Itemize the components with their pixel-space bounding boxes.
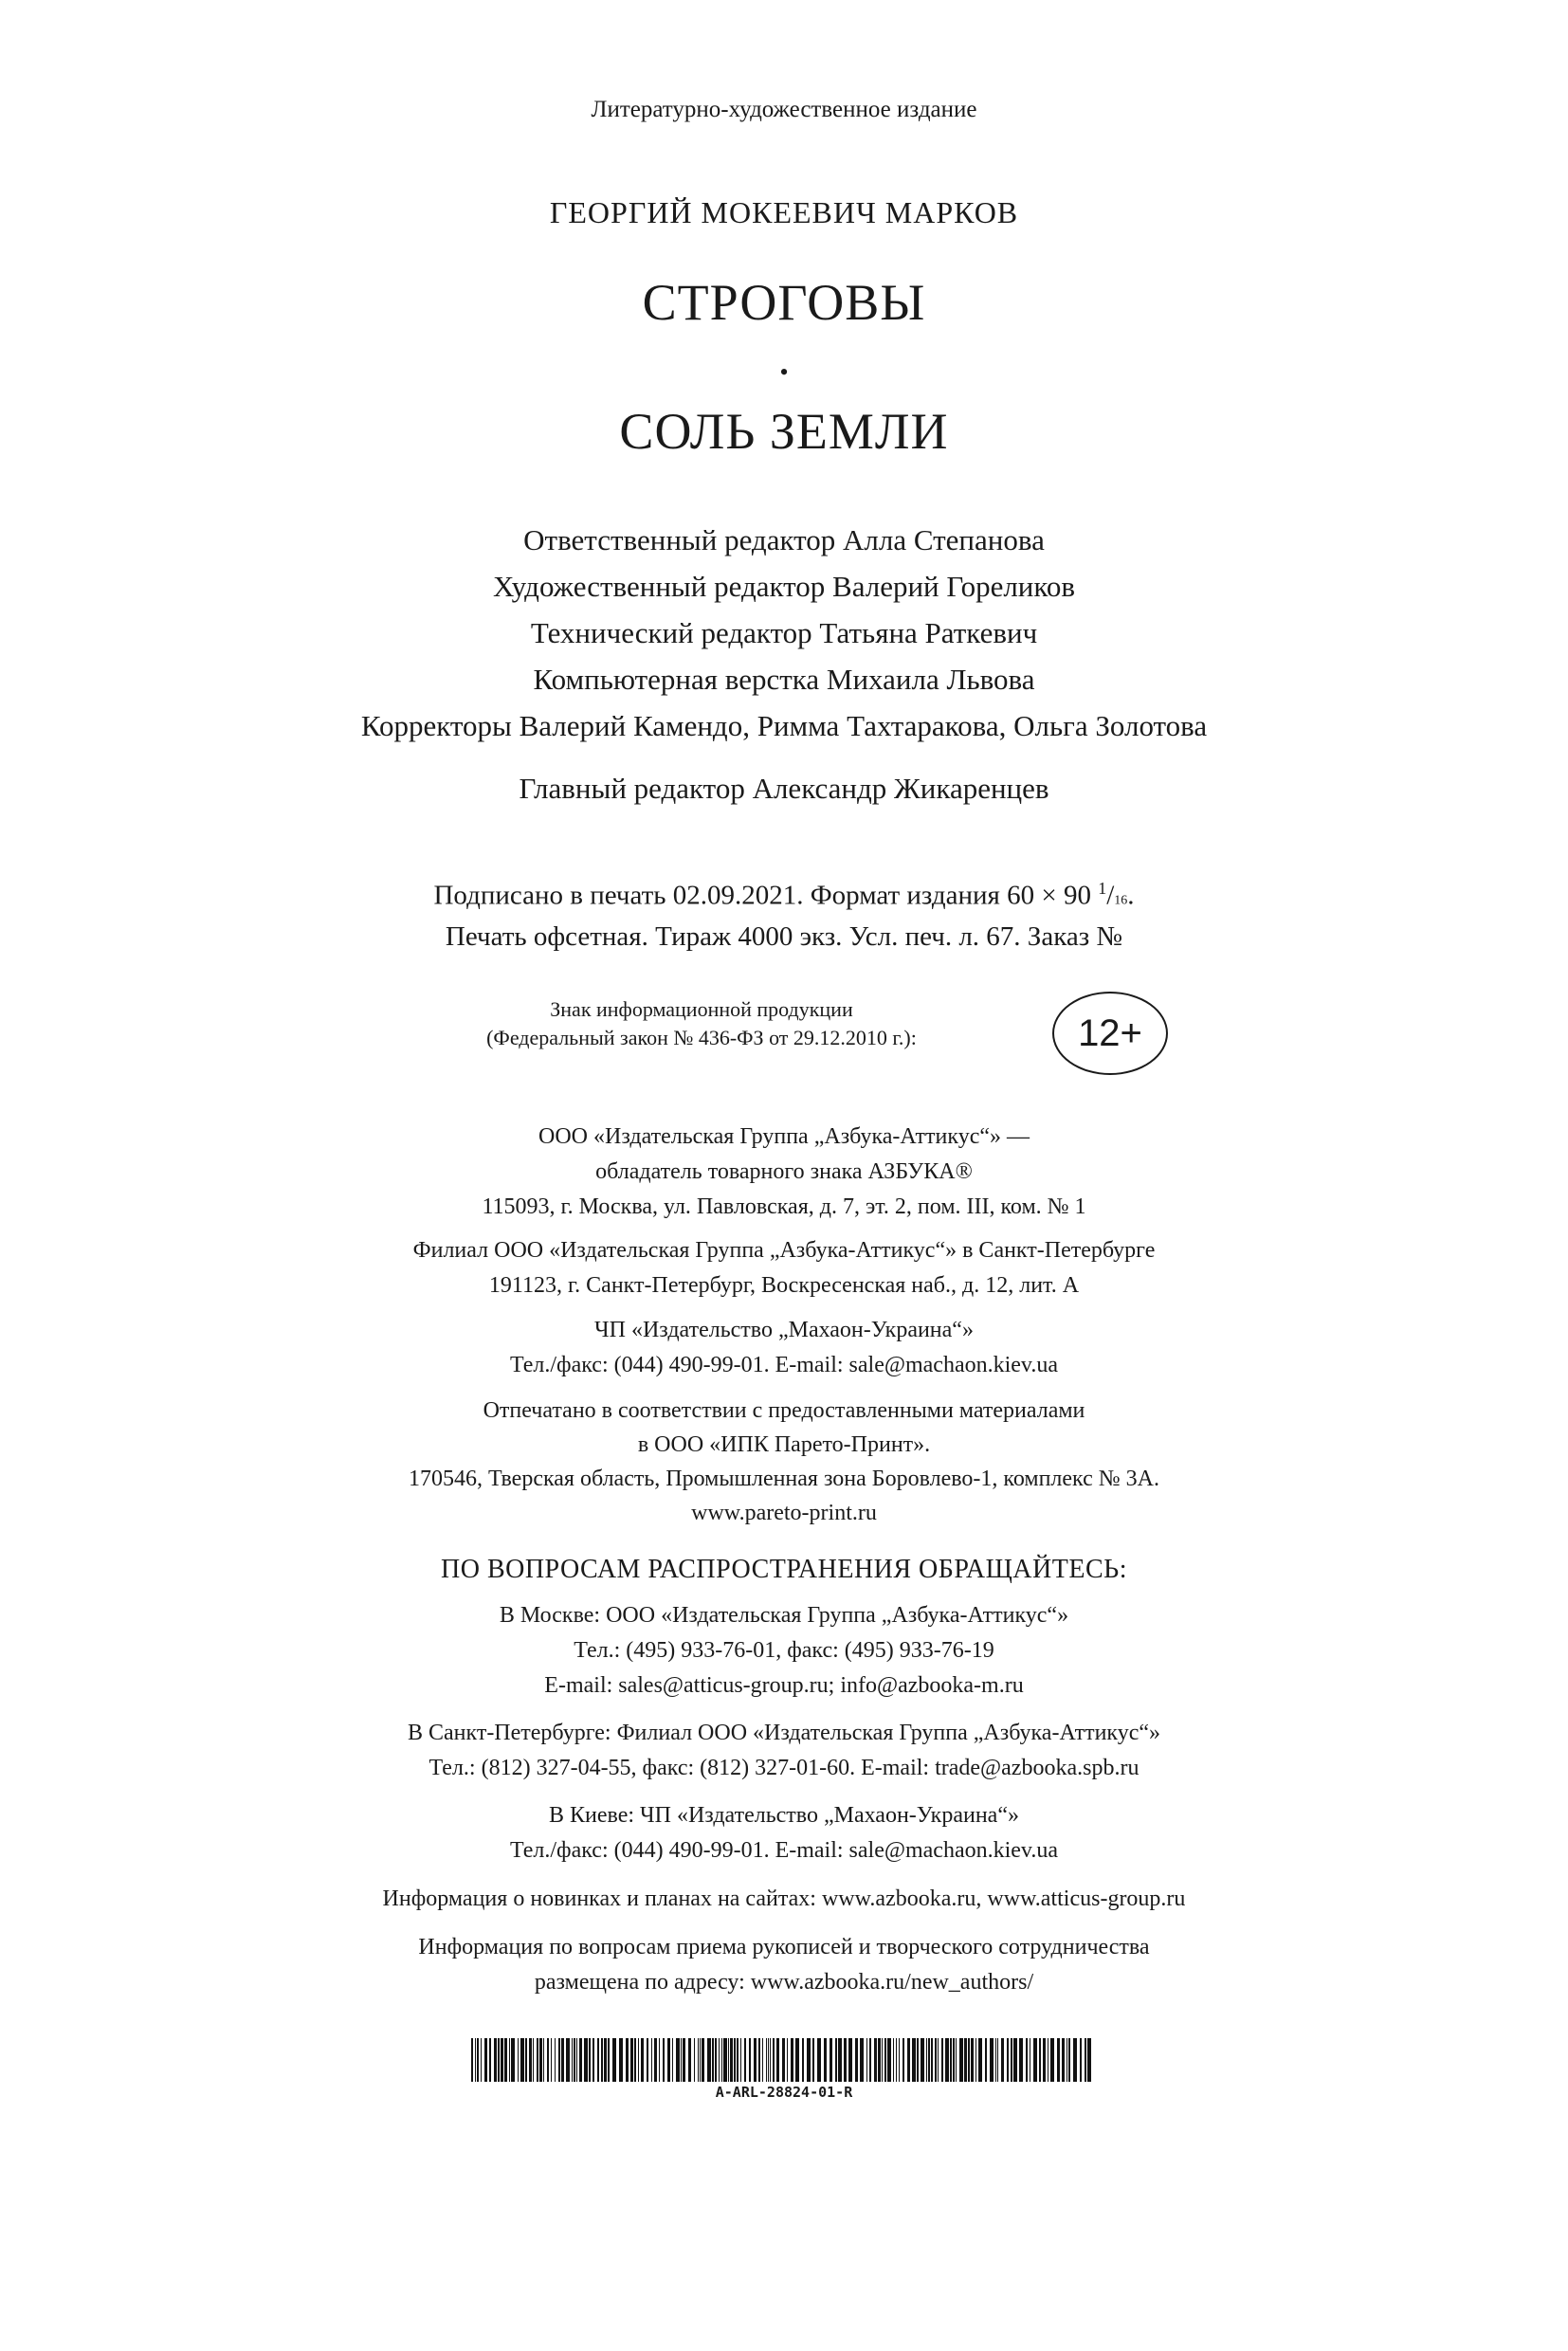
barcode-bar bbox=[899, 2038, 900, 2082]
barcode-bar bbox=[812, 2038, 814, 2082]
barcode-bar bbox=[715, 2038, 717, 2082]
barcode-bar bbox=[1050, 2038, 1054, 2082]
moscow-distributor: В Москве: ООО «Издательская Группа „Азбука-Аттикус“» bbox=[499, 1603, 1069, 1628]
staff-layout: Компьютерная верстка Михаила Львова bbox=[533, 663, 1035, 696]
barcode-bar bbox=[931, 2038, 933, 2082]
spb-contacts: Тел.: (812) 327-04-55, факс: (812) 327-01-60. E-mail: trade@azbooka.spb.ru bbox=[428, 1756, 1140, 1780]
barcode bbox=[471, 2038, 1097, 2082]
barcode-bar bbox=[921, 2038, 924, 2082]
barcode-bar bbox=[477, 2038, 479, 2082]
barcode-bar bbox=[579, 2038, 582, 2082]
book-title-second: СОЛЬ ЗЕМЛИ bbox=[619, 403, 949, 460]
barcode-bar bbox=[830, 2038, 832, 2082]
ukraine-contacts: Тел./факс: (044) 490-99-01. E-mail: sale@machaon.kiev.ua bbox=[509, 1353, 1059, 1377]
barcode-bar bbox=[1019, 2038, 1023, 2082]
barcode-bar bbox=[647, 2038, 648, 2082]
barcode-bar bbox=[601, 2038, 603, 2082]
author-name: ГЕОРГИЙ МОКЕЕВИЧ МАРКОВ bbox=[549, 195, 1019, 229]
printer-line: Отпечатано в соответствии с предоставленными материалами bbox=[483, 1398, 1085, 1423]
barcode-bar bbox=[935, 2038, 937, 2082]
barcode-bar bbox=[782, 2038, 785, 2082]
barcode-bar bbox=[878, 2038, 881, 2082]
barcode-bar bbox=[995, 2038, 996, 2082]
barcode-bar bbox=[630, 2038, 633, 2082]
staff-responsible-editor: Ответственный редактор Алла Степанова bbox=[523, 523, 1045, 556]
barcode-bar bbox=[950, 2038, 952, 2082]
barcode-bar bbox=[608, 2038, 610, 2082]
barcode-bar bbox=[654, 2038, 657, 2082]
barcode-bar bbox=[1039, 2038, 1041, 2082]
barcode-bar bbox=[758, 2038, 760, 2082]
barcode-bar bbox=[537, 2038, 538, 2082]
manuscripts-info-line1: Информация по вопросам приема рукописей и творческого сотрудничества bbox=[418, 1935, 1150, 1959]
barcode-bar bbox=[1013, 2038, 1017, 2082]
distribution-heading: ПО ВОПРОСАМ РАСПРОСТРАНЕНИЯ ОБРАЩАЙТЕСЬ: bbox=[441, 1555, 1127, 1584]
barcode-bar bbox=[740, 2038, 741, 2082]
barcode-bar bbox=[985, 2038, 987, 2082]
barcode-bar bbox=[698, 2038, 699, 2082]
barcode-bar bbox=[529, 2038, 532, 2082]
barcode-bar bbox=[612, 2038, 616, 2082]
websites-info: Информация о новинках и планах на сайтах: www.azbooka.ru, www.atticus-group.ru bbox=[382, 1886, 1186, 1911]
spb-branch-address: 191123, г. Санкт-Петербург, Воскресенская наб., д. 12, лит. А bbox=[488, 1273, 1080, 1298]
title-separator: • bbox=[779, 358, 789, 386]
barcode-bar bbox=[672, 2038, 673, 2082]
barcode-bar bbox=[768, 2038, 769, 2082]
moscow-email: E-mail: sales@atticus-group.ru; info@azbooka-m.ru bbox=[544, 1673, 1024, 1698]
kiev-distributor: В Киеве: ЧП «Издательство „Махаон-Украина“» bbox=[549, 1803, 1019, 1828]
barcode-bar bbox=[802, 2038, 804, 2082]
barcode-bar bbox=[997, 2038, 998, 2082]
barcode-bar bbox=[555, 2038, 556, 2082]
barcode-bar bbox=[667, 2038, 670, 2082]
barcode-bar bbox=[728, 2038, 729, 2082]
barcode-bar bbox=[730, 2038, 733, 2082]
barcode-bar bbox=[539, 2038, 542, 2082]
barcode-bar bbox=[494, 2038, 497, 2082]
barcode-bar bbox=[533, 2038, 534, 2082]
barcode-bar bbox=[884, 2038, 886, 2082]
barcode-bar bbox=[928, 2038, 930, 2082]
barcode-bar bbox=[589, 2038, 591, 2082]
barcode-bar bbox=[882, 2038, 883, 2082]
barcode-bar bbox=[663, 2038, 665, 2082]
barcode-bar bbox=[1068, 2038, 1070, 2082]
print-info-line2: Печать офсетная. Тираж 4000 экз. Усл. печ. л. 67. Заказ № bbox=[445, 921, 1123, 952]
barcode-bar bbox=[903, 2038, 904, 2082]
barcode-bar bbox=[773, 2038, 775, 2082]
barcode-bar bbox=[887, 2038, 891, 2082]
barcode-bar bbox=[824, 2038, 827, 2082]
genre-label: Литературно-художественное издание bbox=[591, 97, 977, 122]
barcode-bar bbox=[558, 2038, 560, 2082]
barcode-bar bbox=[848, 2038, 852, 2082]
barcode-bar bbox=[959, 2038, 963, 2082]
staff-art-editor: Художественный редактор Валерий Гореликов bbox=[492, 570, 1076, 603]
barcode-bar bbox=[907, 2038, 910, 2082]
barcode-bar bbox=[723, 2038, 727, 2082]
barcode-bar bbox=[1073, 2038, 1077, 2082]
printer-address: 170546, Тверская область, Промышленная зона Боровлево-1, комплекс № 3А. bbox=[409, 1467, 1159, 1491]
barcode-bar bbox=[893, 2038, 894, 2082]
barcode-bar bbox=[547, 2038, 549, 2082]
ukraine-publisher: ЧП «Издательство „Махаон-Украина“» bbox=[594, 1318, 974, 1342]
barcode-bar bbox=[844, 2038, 847, 2082]
moscow-phone: Тел.: (495) 933-76-01, факс: (495) 933-76-19 bbox=[574, 1638, 994, 1663]
barcode-bar bbox=[807, 2038, 811, 2082]
age-sign-label-line1: Знак информационной продукции bbox=[550, 997, 853, 1021]
barcode-bar bbox=[941, 2038, 943, 2082]
barcode-bar bbox=[776, 2038, 779, 2082]
printer-website: www.pareto-print.ru bbox=[691, 1501, 877, 1525]
barcode-bar bbox=[860, 2038, 864, 2082]
barcode-bar bbox=[471, 2038, 473, 2082]
barcode-bar bbox=[1043, 2038, 1046, 2082]
publisher-line: ООО «Издательская Группа „Азбука-Аттикус“» — bbox=[538, 1124, 1030, 1149]
barcode-bar bbox=[651, 2038, 652, 2082]
barcode-bar bbox=[501, 2038, 503, 2082]
barcode-bar bbox=[681, 2038, 682, 2082]
barcode-bar bbox=[484, 2038, 487, 2082]
barcode-bar bbox=[1080, 2038, 1082, 2082]
barcode-bar bbox=[1057, 2038, 1060, 2082]
barcode-bar bbox=[945, 2038, 949, 2082]
barcode-bar bbox=[838, 2038, 842, 2082]
barcode-bar bbox=[551, 2038, 552, 2082]
barcode-bar bbox=[1001, 2038, 1004, 2082]
barcode-bar bbox=[978, 2038, 982, 2082]
print-info-line1: Подписано в печать 02.09.2021. Формат издания 60 × 90 $^1$/16. bbox=[433, 879, 1135, 911]
barcode-bar bbox=[1011, 2038, 1012, 2082]
barcode-bar bbox=[543, 2038, 544, 2082]
barcode-bar bbox=[683, 2038, 685, 2082]
barcode-bar bbox=[511, 2038, 515, 2082]
barcode-bar bbox=[770, 2038, 771, 2082]
printer-line: в ООО «ИПК Парето-Принт». bbox=[637, 1432, 931, 1457]
staff-tech-editor: Технический редактор Татьяна Раткевич bbox=[530, 616, 1038, 649]
age-rating-badge: 12+ bbox=[1052, 992, 1168, 1075]
barcode-bar bbox=[659, 2038, 660, 2082]
barcode-bar bbox=[719, 2038, 720, 2082]
barcode-bar bbox=[489, 2038, 491, 2082]
barcode-bar bbox=[817, 2038, 821, 2082]
barcode-bar bbox=[926, 2038, 927, 2082]
barcode-bar bbox=[734, 2038, 736, 2082]
barcode-bar bbox=[990, 2038, 994, 2082]
barcode-bar bbox=[700, 2038, 701, 2082]
barcode-bar bbox=[504, 2038, 507, 2082]
barcode-bar bbox=[1085, 2038, 1086, 2082]
barcode-bar bbox=[593, 2038, 594, 2082]
barcode-bar bbox=[525, 2038, 527, 2082]
barcode-bar bbox=[707, 2038, 711, 2082]
book-title-first: СТРОГОВЫ bbox=[642, 274, 926, 331]
barcode-bar bbox=[971, 2038, 974, 2082]
barcode-bar bbox=[688, 2038, 691, 2082]
barcode-bar bbox=[912, 2038, 916, 2082]
barcode-bar bbox=[676, 2038, 680, 2082]
manuscripts-info-line2: размещена по адресу: www.azbooka.ru/new_authors/ bbox=[534, 1970, 1034, 1995]
staff-proofreaders: Корректоры Валерий Камендо, Римма Тахтаракова, Ольга Золотова bbox=[360, 709, 1208, 742]
barcode-bar bbox=[1033, 2038, 1037, 2082]
barcode-bar bbox=[561, 2038, 564, 2082]
barcode-bar bbox=[787, 2038, 788, 2082]
barcode-bar bbox=[520, 2038, 524, 2082]
barcode-bar bbox=[917, 2038, 919, 2082]
kiev-contacts: Тел./факс: (044) 490-99-01. E-mail: sale@machaon.kiev.ua bbox=[509, 1838, 1059, 1863]
barcode-bar bbox=[1062, 2038, 1065, 2082]
spb-branch-line: Филиал ООО «Издательская Группа „Азбука-Аттикус“» в Санкт-Петербурге bbox=[412, 1238, 1156, 1263]
publisher-address: 115093, г. Москва, ул. Павловская, д. 7, эт. 2, пом. III, ком. № 1 bbox=[482, 1194, 1086, 1219]
barcode-bar bbox=[604, 2038, 607, 2082]
barcode-bar bbox=[737, 2038, 738, 2082]
barcode-bar bbox=[762, 2038, 763, 2082]
barcode-bar bbox=[835, 2038, 837, 2082]
barcode-bar bbox=[975, 2038, 976, 2082]
barcode-bar bbox=[896, 2038, 897, 2082]
barcode-bar bbox=[956, 2038, 957, 2082]
barcode-bar bbox=[766, 2038, 767, 2082]
barcode-bar bbox=[754, 2038, 757, 2082]
barcode-bar bbox=[712, 2038, 714, 2082]
barcode-bar bbox=[694, 2038, 695, 2082]
barcode-bar bbox=[968, 2038, 970, 2082]
barcode-code: A-ARL-28824-01-R bbox=[715, 2084, 853, 2101]
chief-editor: Главный редактор Александр Жикаренцев bbox=[519, 772, 1049, 805]
barcode-bar bbox=[1087, 2038, 1091, 2082]
age-sign-label bbox=[398, 995, 1005, 1052]
barcode-bar bbox=[566, 2038, 570, 2082]
barcode-bar bbox=[509, 2038, 510, 2082]
barcode-bar bbox=[481, 2038, 482, 2082]
barcode-bar bbox=[619, 2038, 623, 2082]
barcode-bar bbox=[791, 2038, 793, 2082]
barcode-bar bbox=[749, 2038, 751, 2082]
barcode-bar bbox=[964, 2038, 967, 2082]
barcode-bar bbox=[638, 2038, 639, 2082]
barcode-bar bbox=[584, 2038, 588, 2082]
barcode-bar bbox=[953, 2038, 955, 2082]
barcode-bar bbox=[869, 2038, 871, 2082]
barcode-bar bbox=[866, 2038, 867, 2082]
barcode-bar bbox=[874, 2038, 877, 2082]
barcode-bar bbox=[795, 2038, 799, 2082]
spb-distributor: В Санкт-Петербурге: Филиал ООО «Издательская Группа „Азбука-Аттикус“» bbox=[407, 1721, 1161, 1745]
barcode-bar bbox=[1007, 2038, 1009, 2082]
barcode-bar bbox=[721, 2038, 722, 2082]
barcode-bar bbox=[1026, 2038, 1028, 2082]
barcode-bar bbox=[634, 2038, 636, 2082]
age-sign-label-line2: (Федеральный закон № 436-ФЗ от 29.12.2010 г.): bbox=[486, 1026, 917, 1049]
barcode-bar bbox=[702, 2038, 704, 2082]
barcode-bar bbox=[938, 2038, 939, 2082]
barcode-bar bbox=[626, 2038, 629, 2082]
barcode-bar bbox=[518, 2038, 519, 2082]
barcode-bar bbox=[574, 2038, 575, 2082]
barcode-bar bbox=[576, 2038, 577, 2082]
publisher-line: обладатель товарного знака АЗБУКА® bbox=[595, 1159, 973, 1184]
barcode-bar bbox=[744, 2038, 746, 2082]
barcode-bar bbox=[572, 2038, 573, 2082]
barcode-bar bbox=[475, 2038, 476, 2082]
barcode-bar bbox=[498, 2038, 500, 2082]
barcode-bar bbox=[855, 2038, 858, 2082]
barcode-bar bbox=[641, 2038, 644, 2082]
barcode-bar bbox=[597, 2038, 599, 2082]
